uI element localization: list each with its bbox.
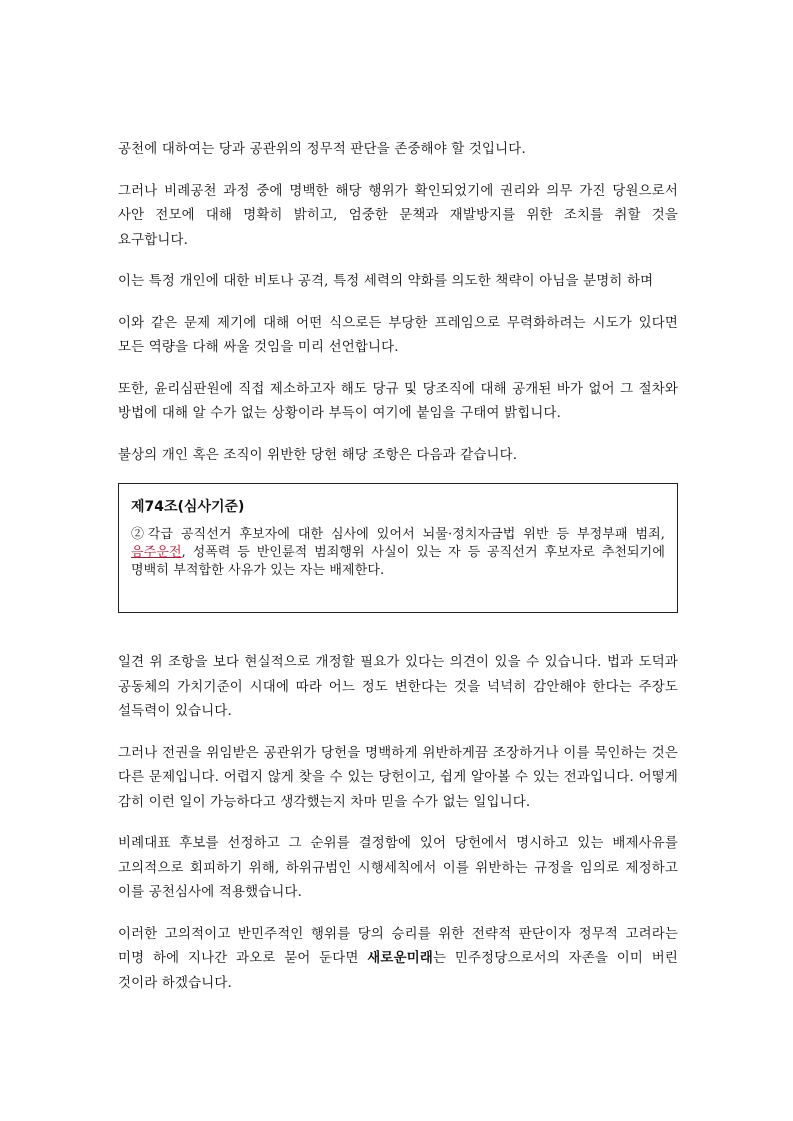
highlighted-term: 음주운전: [131, 545, 182, 560]
paragraph: 공천에 대하여는 당과 공관위의 정무적 판단을 존중해야 할 것입니다.: [118, 142, 526, 157]
article-title: 제74조(심사기준): [131, 499, 245, 515]
paragraph: 이와 같은 문제 제기에 대해 어떤 식으로든 부당한 프레임으로 무력화하려는 시도가 있다면 모든 역량을 다해 싸울 것임을 미리 선언합니다.: [118, 315, 678, 355]
paragraph: 불상의 개인 혹은 조직이 위반한 당헌 해당 조항은 다음과 같습니다.: [118, 447, 518, 463]
paragraph-text-part: 는 민주정당으로서의 자존을 이미 버린 것이라 하겠습니다.: [118, 951, 678, 991]
final-paragraph: [118, 923, 678, 997]
document-body: [118, 138, 678, 1013]
article-text-part: ②각급 공직선거 후보자에 대한 심사에 있어서 뇌물·정치자금법 위반 등 부정부패 범죄,: [131, 527, 665, 542]
party-name: 새로운미래: [367, 951, 433, 966]
paragraph: 그러나 비례공천 과정 중에 명백한 해당 행위가 확인되었기에 권리와 의무 가진 당원으로서 사안 전모에 대해 명확히 밝히고, 엄중한 문책과 재발방지를 위한 조치를 취할 것을 요구합니다.: [118, 183, 678, 248]
paragraph: 그러나 전권을 위임받은 공관위가 당헌을 명백하게 위반하게끔 조장하거나 이를 묵인하는 것은 다른 문제입니다. 어렵지 않게 찾을 수 있는 당헌이고, 쉽게 알아볼 수 있는 전과입니다. 어떻게 감히 이런 일이 가능하다고 생각했는지 차마 믿을 수가 없는 일입니다.: [118, 745, 678, 810]
paragraph: 일견 위 조항을 보다 현실적으로 개정할 필요가 있다는 의견이 있을 수 있습니다. 법과 도덕과 공동체의 가치기준이 시대에 따라 어느 정도 변한다는 것을 넉넉히 감안해야 한다는 주장도 설득력이 있습니다.: [118, 655, 678, 719]
article-quote-box: [118, 483, 678, 613]
paragraph: 비례대표 후보를 선정하고 그 순위를 결정함에 있어 당헌에서 명시하고 있는 배제사유를 고의적으로 회피하기 위해, 하위규범인 시행세칙에서 이를 위반하는 규정을 임의로 제정하고 이를 공천심사에 적용했습니다.: [118, 836, 678, 900]
article-text-part: , 성폭력 등 반인륜적 범죄행위 사실이 있는 자 등 공직선거 후보자로 추천되기에 명백히 부적합한 사유가 있는 자는 배제한다.: [131, 545, 665, 578]
paragraph-text-part: 이러한 고의적이고 반민주적인 행위를 당의 승리를 위한 전략적 판단이자 정무적 고려라는 미명 하에 지나간 과오로 묻어 둔다면: [118, 926, 678, 966]
article-text: [131, 526, 665, 580]
paragraph: 이는 특정 개인에 대한 비토나 공격, 특정 세력의 약화를 의도한 책략이 아님을 분명히 하며: [118, 274, 654, 289]
paragraph: 또한, 윤리심판원에 직접 제소하고자 해도 당규 및 당조직에 대해 공개된 바가 없어 그 절차와 방법에 대해 알 수가 없는 상황이라 부득이 여기에 붙임을 구태여 밝힙니다.: [118, 381, 678, 421]
